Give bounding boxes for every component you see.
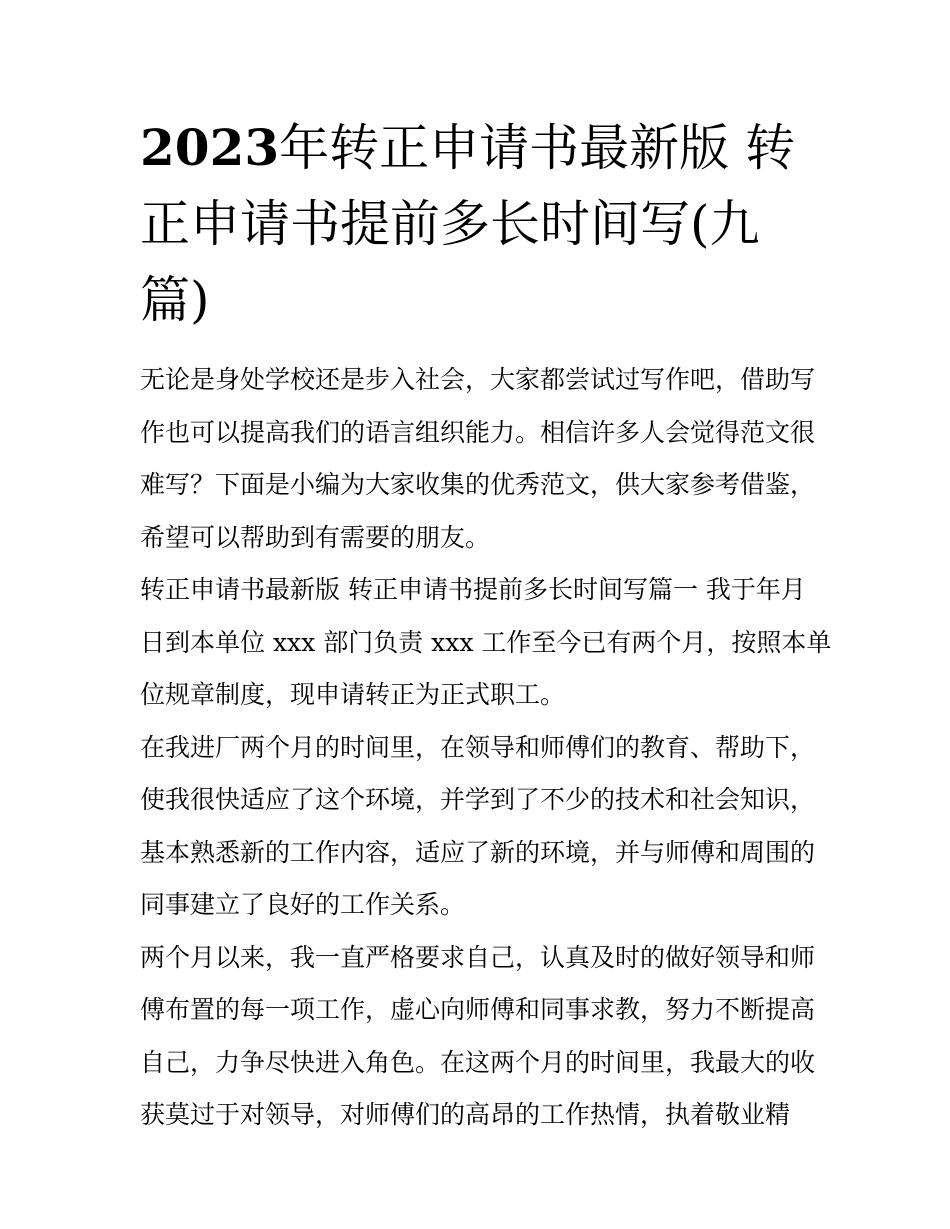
body-line: 位规章制度，现申请转正为正式职工。 <box>140 680 566 709</box>
body-line: 无论是身处学校还是步入社会，大家都尝试过写作吧，借助写 <box>140 365 816 394</box>
body-line: 傅布置的每一项工作，虚心向师傅和同事求教，努力不断提高 <box>140 995 816 1024</box>
title-line-1 <box>140 110 830 186</box>
document-title <box>140 110 830 338</box>
body-line: 作也可以提高我们的语言组织能力。相信许多人会觉得范文很 <box>140 417 816 447</box>
body-line: 两个月以来，我一直严格要求自己，认真及时的做好领导和师 <box>140 942 816 972</box>
body-line: 使我很快适应了这个环境，并学到了不少的技术和社会知识， <box>140 785 816 814</box>
body-line: 在我进厂两个月的时间里，在领导和师傅们的教育、帮助下， <box>140 732 816 762</box>
body-line: 日到本单位 xxx 部门负责 xxx 工作至今已有两个月，按照本单 <box>140 627 832 657</box>
body-line: 转正申请书最新版 转正申请书提前多长时间写篇一 我于年月 <box>140 575 806 604</box>
body-line: 自己，力争尽快进入角色。在这两个月的时间里，我最大的收 <box>140 1047 816 1077</box>
title-line-3 <box>140 262 830 338</box>
body-line: 希望可以帮助到有需要的朋友。 <box>140 522 491 552</box>
title-line-1-text: 年转正申请书最新版 转 <box>279 119 796 177</box>
body-line: 难写？下面是小编为大家收集的优秀范文，供大家参考借鉴， <box>140 470 816 499</box>
document-body <box>140 354 830 1142</box>
body-line: 同事建立了良好的工作关系。 <box>140 890 466 919</box>
title-year: 2023 <box>140 118 280 177</box>
body-line: 基本熟悉新的工作内容，适应了新的环境，并与师傅和周围的 <box>140 837 816 867</box>
body-line: 获莫过于对领导，对师傅们的高昂的工作热情，执着敬业精 <box>140 1100 791 1129</box>
title-line-2 <box>140 186 830 262</box>
title-line-3-text: 篇) <box>140 271 210 329</box>
title-line-2-text: 正申请书提前多长时间写(九 <box>140 195 760 253</box>
